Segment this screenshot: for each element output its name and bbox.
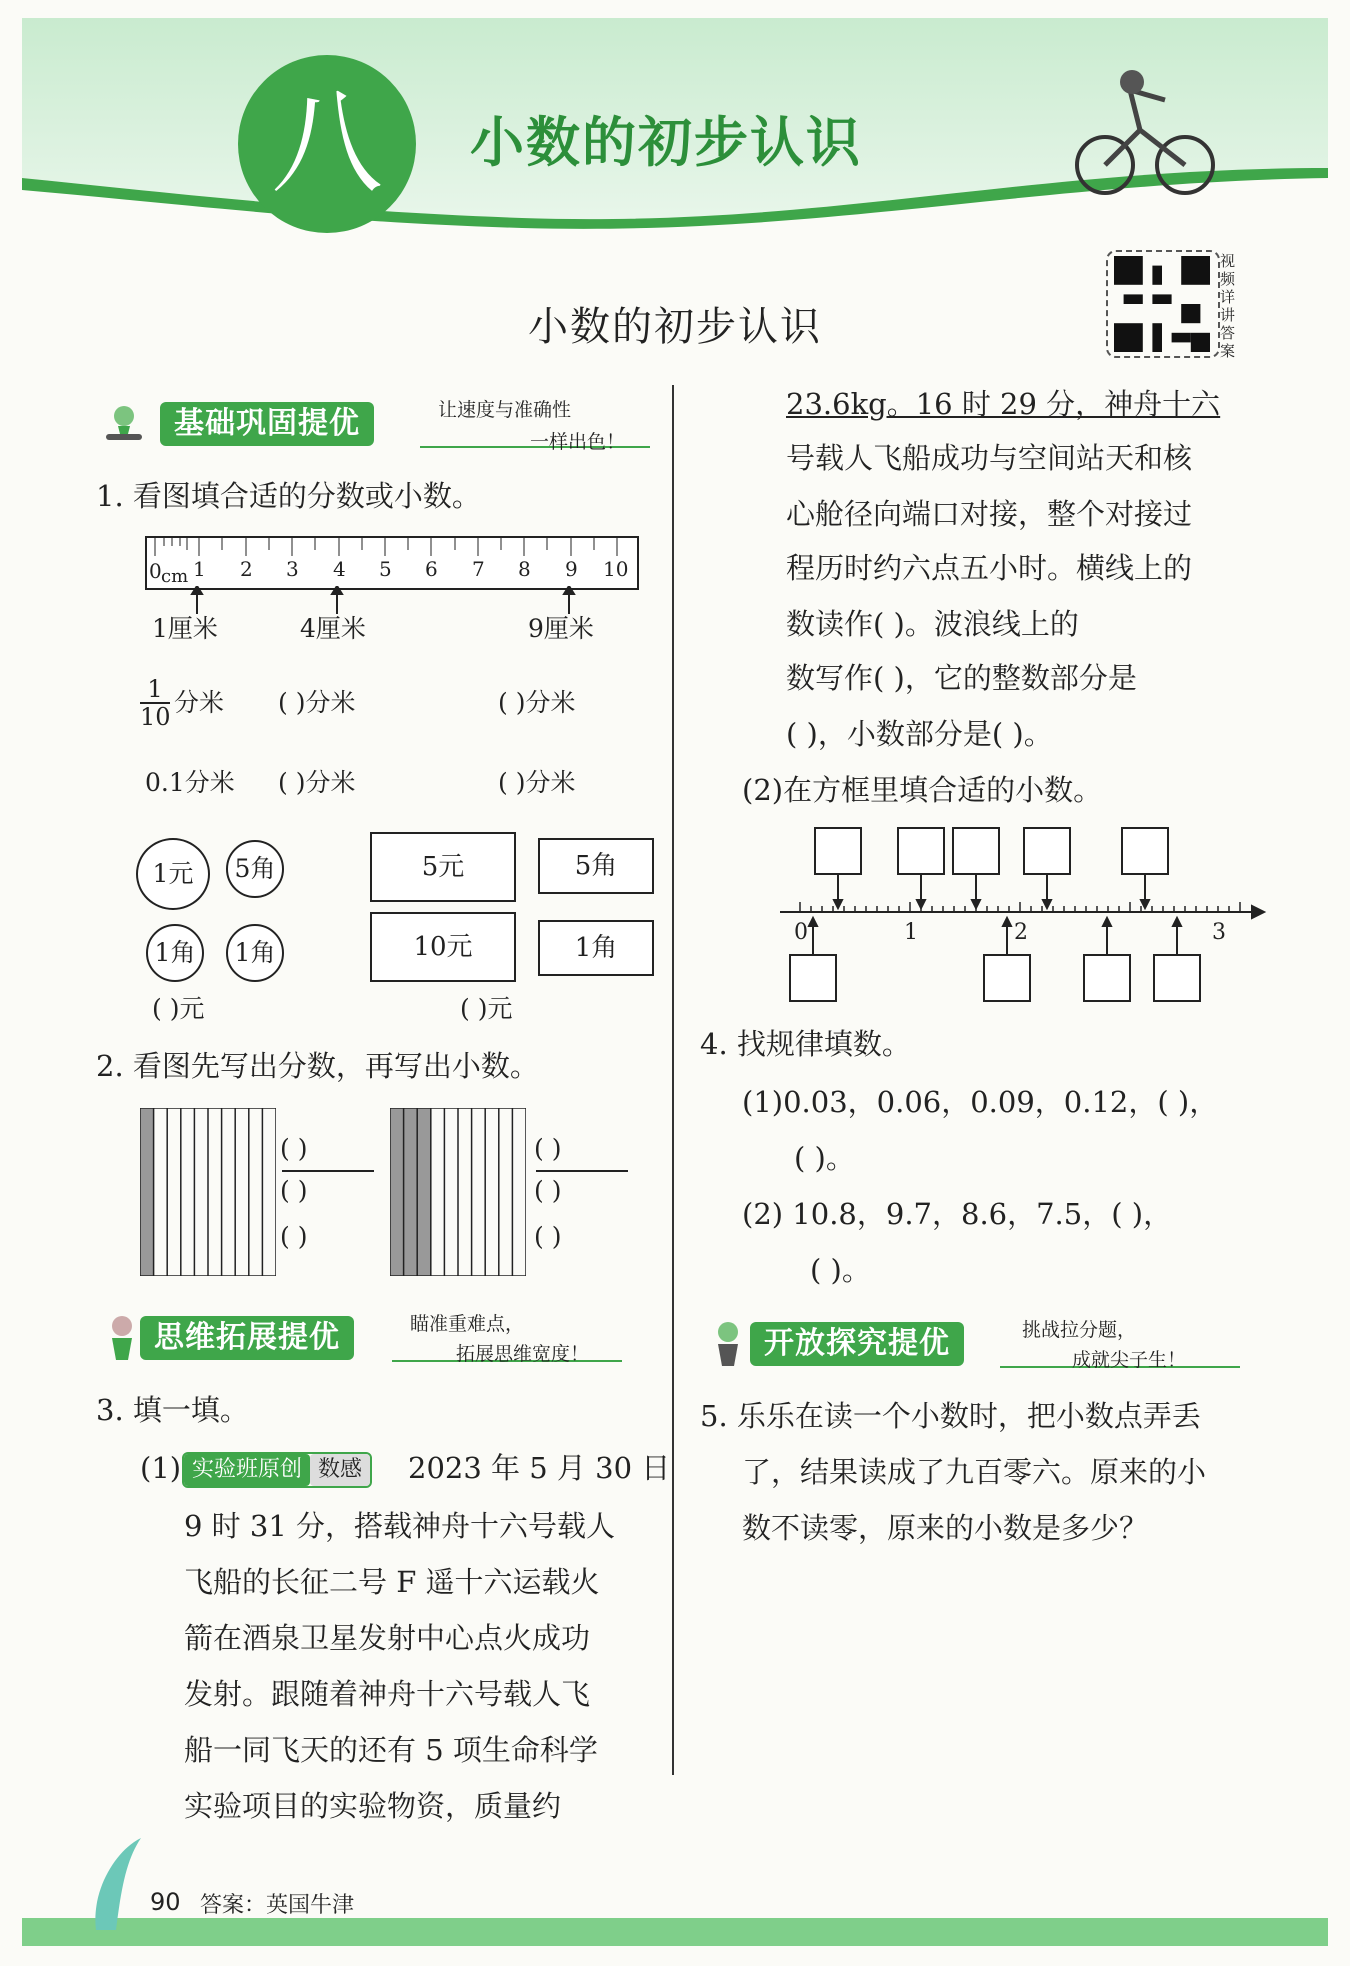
coin-1-jiao: 1角 xyxy=(146,924,204,982)
question-2-prompt: 2. 看图先写出分数，再写出小数。 xyxy=(96,1049,539,1083)
q3-text-line: 数读作( )。波浪线上的 xyxy=(786,607,1079,641)
q3-text-line: 2023 年 5 月 30 日 xyxy=(408,1451,671,1485)
fraction-denominator: 10 xyxy=(140,703,171,731)
blank-decimeter[interactable]: ( )分米 xyxy=(498,768,576,797)
column-divider xyxy=(672,385,674,1775)
answer-box xyxy=(1084,955,1130,1001)
number-line-label: 1 xyxy=(904,920,918,945)
qr-caption: 视频详讲答案 xyxy=(1220,252,1236,360)
q4-blank[interactable]: ( )。 xyxy=(794,1141,855,1175)
q4-blank[interactable]: ( )。 xyxy=(810,1253,871,1287)
number-line-label: 3 xyxy=(1212,920,1226,945)
fraction-blank-numerator[interactable]: ( ) xyxy=(534,1134,562,1163)
q3-text-line: 实验项目的实验物资，质量约 xyxy=(184,1789,562,1823)
section-title-explore: 开放探究提优 xyxy=(750,1322,964,1366)
section-slogan-2: 拓展思维宽度！ xyxy=(456,1343,590,1365)
q5-text-line: 5. 乐乐在读一个小数时，把小数点弄丢 xyxy=(700,1399,1201,1433)
qr-code-icon xyxy=(1112,256,1212,352)
decimal-decimeter: 0.1分米 xyxy=(145,768,235,797)
note-10-yuan: 10元 xyxy=(370,912,516,982)
note-5-yuan: 5元 xyxy=(370,832,516,902)
ruler-tick: 10 xyxy=(603,557,629,581)
sub-question-2: (2)在方框里填合适的小数。 xyxy=(742,773,1103,807)
q3-text-line: 箭在酒泉卫星发射中心点火成功 xyxy=(184,1621,591,1655)
ruler-tick: 8 xyxy=(518,557,531,581)
skateboard-mascot-icon xyxy=(98,400,150,452)
fraction-blank-numerator[interactable]: ( ) xyxy=(280,1134,308,1163)
ruler-tick: 4 xyxy=(333,557,346,581)
q3-text-line: 发射。跟随着神舟十六号载人飞 xyxy=(184,1677,591,1711)
answer-blank-yuan[interactable]: ( )元 xyxy=(460,994,513,1023)
blank-decimeter[interactable]: ( )分米 xyxy=(278,768,356,797)
cyclists-illustration xyxy=(1070,60,1220,200)
answer-box xyxy=(1122,828,1168,874)
ruler-tick: 3 xyxy=(286,557,299,581)
explorer-mascot-icon xyxy=(702,1318,754,1370)
note-1-jiao: 1角 xyxy=(538,920,654,976)
q4-sequence-1: (1)0.03，0.06，0.09，0.12，( )， xyxy=(742,1085,1219,1119)
tag-number-sense: 数感 xyxy=(310,1454,370,1486)
q3-text-line: 9 时 31 分，搭载神舟十六号载人 xyxy=(184,1509,616,1543)
q3-text-line: ( )，小数部分是( )。 xyxy=(786,717,1053,751)
tag-original xyxy=(182,1452,372,1488)
section-title-thinking: 思维拓展提优 xyxy=(140,1316,354,1360)
ruler-tick: 9 xyxy=(565,557,578,581)
fraction-bar xyxy=(536,1170,628,1172)
fraction-bar xyxy=(282,1170,374,1172)
q3-text-line: 数写作( )，它的整数部分是 xyxy=(786,661,1137,695)
q4-sequence-2: (2) 10.8，9.7，8.6，7.5，( )， xyxy=(742,1197,1173,1231)
answer-box xyxy=(953,828,999,874)
qr-code[interactable] xyxy=(1106,250,1220,358)
answer-box xyxy=(815,828,861,874)
note-5-jiao: 5角 xyxy=(538,838,654,894)
grid-tenths-2 xyxy=(390,1108,526,1276)
decimal-blank[interactable]: ( ) xyxy=(534,1222,562,1251)
footer-bar xyxy=(22,1918,1328,1946)
ruler-zero: 0 xyxy=(149,559,162,583)
answer-blank-yuan[interactable]: ( )元 xyxy=(152,994,205,1023)
answer-box xyxy=(1024,828,1070,874)
fraction-numerator: 1 xyxy=(147,675,163,703)
dolphin-icon xyxy=(86,1830,146,1940)
fraction-one-tenth xyxy=(140,676,170,730)
q3-text-line: 心舱径向端口对接，整个对接过 xyxy=(786,497,1193,531)
chapter-title: 小数的初步认识 xyxy=(470,111,862,174)
chapter-number-circle: 八 xyxy=(238,55,416,233)
ruler-label-1cm: 1厘米 xyxy=(152,614,218,643)
ruler xyxy=(145,536,639,590)
ruler-tick: 7 xyxy=(472,557,485,581)
answer-box xyxy=(1154,955,1200,1001)
ruler-tick: 2 xyxy=(240,557,253,581)
coin-5-jiao: 5角 xyxy=(226,840,284,898)
ruler-tick: 6 xyxy=(425,557,438,581)
ruler-label-9cm: 9厘米 xyxy=(528,614,594,643)
tag-lab-class: 实验班原创 xyxy=(184,1454,310,1486)
q3-text-line: 飞船的长征二号 F 遥十六运载火 xyxy=(184,1565,600,1599)
section-slogan-2: 成就尖子生！ xyxy=(1072,1349,1187,1371)
ruler-unit: cm xyxy=(161,566,189,587)
coin-1-jiao: 1角 xyxy=(226,924,284,982)
section-slogan-2: 一样出色！ xyxy=(530,431,626,453)
q3-text-line: 程历时约六点五小时。横线上的 xyxy=(786,551,1193,585)
ruler-pointers xyxy=(145,586,635,616)
blank-decimeter[interactable]: ( )分米 xyxy=(498,688,576,717)
question-3-prompt: 3. 填一填。 xyxy=(96,1393,249,1427)
q5-text-line: 了，结果读成了九百零六。原来的小 xyxy=(742,1455,1207,1489)
ruler-tick: 5 xyxy=(379,557,392,581)
answer-box xyxy=(898,828,944,874)
page-title: 小数的初步认识 xyxy=(528,304,822,350)
fraction-blank-denominator[interactable]: ( ) xyxy=(280,1176,308,1205)
q3-text-line: 23.6kg。16 时 29 分，神舟十六 xyxy=(786,387,1221,421)
question-1-prompt: 1. 看图填合适的分数或小数。 xyxy=(96,479,481,513)
q3-text-line: 号载人飞船成功与空间站天和核 xyxy=(786,441,1193,475)
unit-decimeter: 分米 xyxy=(174,688,225,717)
question-4-prompt: 4. 找规律填数。 xyxy=(700,1027,911,1061)
q3-text-line: 船一同飞天的还有 5 项生命科学 xyxy=(184,1733,598,1767)
section-slogan-1: 挑战拉分题， xyxy=(1022,1319,1137,1341)
section-slogan-1: 瞄准重难点， xyxy=(410,1313,525,1335)
number-line-label: 2 xyxy=(1014,920,1028,945)
q5-text-line: 数不读零，原来的小数是多少？ xyxy=(742,1511,1149,1545)
answer-box xyxy=(790,955,836,1001)
number-line-label: 0 xyxy=(794,920,808,945)
page-number: 90 xyxy=(150,1888,181,1916)
grid-tenths-1 xyxy=(140,1108,276,1276)
sub-question-label: (1) xyxy=(140,1451,182,1485)
section-title-basic: 基础巩固提优 xyxy=(160,402,374,446)
fraction-blank-denominator[interactable]: ( ) xyxy=(534,1176,562,1205)
blank-decimeter[interactable]: ( )分米 xyxy=(278,688,356,717)
coin-1-yuan: 1元 xyxy=(136,838,210,910)
ruler-label-4cm: 4厘米 xyxy=(300,614,366,643)
footer-answer-text: 答案：英国牛津 xyxy=(200,1893,355,1918)
answer-box xyxy=(984,955,1030,1001)
ruler-tick: 1 xyxy=(193,557,206,581)
decimal-blank[interactable]: ( ) xyxy=(280,1222,308,1251)
section-slogan-1: 让速度与准确性 xyxy=(438,399,572,421)
